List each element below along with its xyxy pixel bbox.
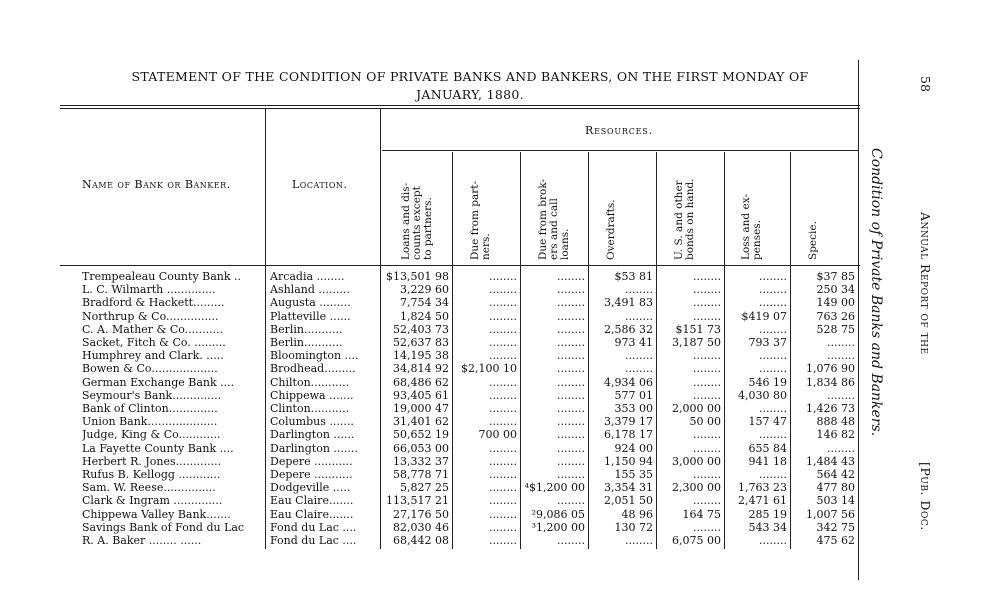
resource-value: 353 00 (614, 402, 653, 415)
resource-value: 577 01 (614, 388, 653, 402)
bank-name: L. C. Wilmarth .............. (82, 283, 216, 297)
resource-value: 3,187 50 (672, 336, 721, 349)
resource-value: ........ (557, 441, 585, 455)
resource-value: 973 41 (614, 336, 653, 349)
bank-name: Clark & Ingram .............. (82, 494, 223, 508)
resource-value: ........ (625, 349, 653, 363)
bank-location: Ashland ......... (270, 283, 350, 297)
table-row (82, 481, 858, 494)
table-row (82, 508, 858, 521)
resource-value: 1,426 73 (806, 402, 855, 415)
table-row (82, 323, 858, 336)
resource-value: ........ (827, 349, 855, 363)
resource-value: 546 19 (748, 375, 787, 389)
resource-value: ........ (489, 468, 517, 481)
column-header: Overdrafts. (605, 199, 617, 260)
resource-value: ........ (489, 336, 517, 349)
resource-value: ........ (759, 322, 787, 336)
table-row (82, 455, 858, 468)
resource-value: ........ (759, 362, 787, 376)
resource-value: 1,150 94 (604, 454, 653, 468)
resource-value: 157 47 (748, 415, 787, 429)
resource-value: ........ (759, 428, 787, 442)
resource-value: 2,000 00 (672, 402, 721, 415)
resource-value: 164 75 (682, 507, 721, 521)
resource-value: 13,332 37 (393, 454, 449, 468)
resource-value: 5,827 25 (400, 481, 449, 495)
resource-value: 3,379 17 (604, 415, 653, 429)
resource-value: ........ (557, 270, 585, 283)
resource-value: ........ (557, 322, 585, 336)
resource-value: ........ (489, 283, 517, 297)
bank-name: Judge, King & Co............ (82, 428, 221, 442)
resource-value: 52,637 83 (393, 336, 449, 349)
resource-value: $419 07 (741, 309, 787, 323)
bank-name: La Fayette County Bank .... (82, 441, 234, 455)
bank-location: Clinton........... (270, 402, 350, 415)
resource-value: ........ (759, 283, 787, 297)
top-rule-2 (60, 108, 860, 109)
statement-title-date: JANUARY, 1880. (416, 87, 524, 102)
table-row (82, 376, 858, 389)
resource-value: ........ (625, 534, 653, 547)
resource-value: ........ (625, 362, 653, 376)
resource-value: ........ (759, 402, 787, 415)
resource-value: 2,471 61 (738, 494, 787, 508)
resource-value: ........ (557, 494, 585, 508)
resource-value: ........ (489, 309, 517, 323)
bank-name: Bank of Clinton.............. (82, 402, 218, 415)
resource-value: ........ (489, 270, 517, 283)
resource-value: 14,195 38 (393, 349, 449, 363)
resource-value: ........ (759, 270, 787, 283)
resource-value: ........ (489, 322, 517, 336)
resource-value: ........ (827, 441, 855, 455)
resource-value: 3,354 31 (604, 481, 653, 495)
resource-value: 924 00 (614, 441, 653, 455)
resource-value: $53 81 (614, 270, 653, 283)
bank-location: Fond du Lac .... (270, 520, 357, 534)
resource-value: $2,100 10 (461, 362, 517, 376)
bank-location: Eau Claire....... (270, 494, 354, 508)
resource-value: ²9,086 05 (531, 507, 585, 521)
bank-name: Humphrey and Clark. ..... (82, 349, 224, 363)
resource-value: ........ (489, 441, 517, 455)
resource-value: 793 37 (748, 336, 787, 349)
bank-name: Sam. W. Reese............... (82, 481, 216, 495)
resource-value: ........ (557, 468, 585, 481)
statement-title: STATEMENT OF THE CONDITION OF PRIVATE BANKS AND BANKERS, ON THE FIRST MONDAY OF (131, 69, 809, 84)
table-row (82, 521, 858, 534)
header-name-of-bank: Name of Bank or Banker. (82, 178, 231, 191)
bank-name: R. A. Baker ........ ...... (82, 534, 202, 547)
resource-value: 146 82 (816, 428, 855, 442)
running-head (868, 148, 884, 436)
resource-value: 155 35 (614, 468, 653, 481)
bank-name: Seymour's Bank.............. (82, 388, 222, 402)
resource-value: ........ (557, 388, 585, 402)
resource-value: 34,814 92 (393, 362, 449, 376)
resource-value: ........ (827, 388, 855, 402)
resource-value: 1,763 23 (738, 481, 787, 495)
resource-value: 1,834 86 (806, 375, 855, 389)
resource-value: ........ (557, 402, 585, 415)
right-border (858, 60, 859, 580)
resource-value: 93,405 61 (393, 388, 449, 402)
resource-value: 2,586 32 (604, 322, 653, 336)
resource-value: 1,824 50 (400, 309, 449, 323)
resource-value: ........ (489, 349, 517, 363)
resource-value: ........ (489, 494, 517, 508)
resource-value: 475 62 (816, 534, 855, 547)
resource-value: ........ (489, 402, 517, 415)
bank-location: Berlin........... (270, 322, 343, 336)
bank-name: Chippewa Valley Bank....... (82, 507, 231, 521)
resource-value: ........ (625, 283, 653, 297)
table-row (82, 402, 858, 415)
table-row (82, 428, 858, 441)
resource-value: 66,053 00 (393, 441, 449, 455)
resource-value: ........ (759, 534, 787, 547)
resource-value: 342 75 (816, 520, 855, 534)
header-location: Location. (292, 178, 348, 191)
resource-value: 763 26 (816, 309, 855, 323)
resource-value: ........ (693, 349, 721, 363)
header-bottom-rule (60, 265, 860, 266)
resource-value: ........ (489, 454, 517, 468)
resource-value: 1,076 90 (806, 362, 855, 376)
bank-location: Eau Claire....... (270, 507, 354, 521)
resource-value: ⁴$1,200 00 (524, 481, 585, 495)
bank-name: Bowen & Co................... (82, 362, 218, 376)
resource-value: ........ (557, 296, 585, 310)
doc-ref: [Pub. Doc. (918, 462, 933, 531)
table-row (82, 389, 858, 402)
column-header: Due from part- ners. (469, 180, 492, 260)
resource-value: 941 18 (748, 454, 787, 468)
table-row (82, 494, 858, 507)
table-row (82, 296, 858, 309)
resource-value: 3,229 60 (400, 283, 449, 297)
resource-value: 50 00 (689, 415, 721, 429)
top-rule (60, 105, 860, 106)
resource-value: 6,075 00 (672, 534, 721, 547)
table-row (82, 468, 858, 481)
resource-value: 4,934 06 (604, 375, 653, 389)
table-row (82, 283, 858, 296)
table-row (82, 362, 858, 375)
resource-value: 113,517 21 (386, 494, 449, 508)
resource-value: 1,484 43 (806, 454, 855, 468)
resource-value: ........ (759, 349, 787, 363)
resource-value: ........ (827, 336, 855, 349)
bank-location: Darlington ....... (270, 441, 358, 455)
bank-name: Herbert R. Jones............. (82, 454, 222, 468)
resource-value: 130 72 (614, 520, 653, 534)
resource-value: ........ (759, 468, 787, 481)
resource-value: ³1,200 00 (531, 520, 585, 534)
bank-name: Bradford & Hackett......... (82, 296, 225, 310)
resource-value: ........ (693, 375, 721, 389)
table-row (82, 349, 858, 362)
resource-value: 7,754 34 (400, 296, 449, 310)
resource-value: ........ (557, 349, 585, 363)
bank-name: Sacket, Fitch & Co. ......... (82, 336, 226, 349)
page-number: 58 (918, 76, 933, 92)
bank-location: Arcadia ........ (270, 270, 345, 283)
table-row (82, 415, 858, 428)
resources-rule (382, 150, 858, 151)
resource-value: $37 85 (816, 270, 855, 283)
resource-value: 477 80 (816, 481, 855, 495)
bank-name: Savings Bank of Fond du Lac (82, 520, 245, 534)
resource-value: 543 34 (748, 520, 787, 534)
resource-value: ........ (693, 520, 721, 534)
resource-value: ........ (693, 388, 721, 402)
resource-value: ........ (759, 296, 787, 310)
column-header: Loss and ex- penses. (740, 194, 763, 260)
resource-value: 3,000 00 (672, 454, 721, 468)
resource-value: ........ (693, 441, 721, 455)
resource-value: ........ (693, 362, 721, 376)
resource-value: 564 42 (816, 468, 855, 481)
column-header: Due from brok- ers and call loans. (537, 178, 571, 260)
bank-location: Columbus ....... (270, 415, 354, 429)
bank-location: Bloomington .... (270, 349, 359, 363)
bank-location: Chilton........... (270, 375, 350, 389)
resource-value: ........ (625, 309, 653, 323)
bank-location: Chippewa ....... (270, 388, 354, 402)
bank-location: Depere ........... (270, 468, 353, 481)
resource-value: 2,300 00 (672, 481, 721, 495)
resource-value: 149 00 (816, 296, 855, 310)
table-row (82, 336, 858, 349)
resource-value: 68,442 08 (393, 534, 449, 547)
resource-value: ........ (693, 270, 721, 283)
bank-name: C. A. Mather & Co........... (82, 322, 224, 336)
resource-value: 58,778 71 (393, 468, 449, 481)
bank-location: Berlin........... (270, 336, 343, 349)
resource-value: ........ (557, 362, 585, 376)
resource-value: 888 48 (816, 415, 855, 429)
bank-location: Darlington ...... (270, 428, 355, 442)
bank-location: Augusta ......... (270, 296, 351, 310)
bank-location: Platteville ...... (270, 309, 351, 323)
table-row (82, 270, 858, 283)
resource-value: ........ (693, 283, 721, 297)
column-header: Loans and dis- counts except to partners. (400, 182, 434, 260)
bank-name: Trempealeau County Bank .. (82, 270, 242, 283)
resource-value: ........ (489, 415, 517, 429)
header-resources: Resources. (585, 124, 653, 137)
resource-value: 27,176 50 (393, 507, 449, 521)
resource-value: ........ (693, 296, 721, 310)
bank-location: Brodhead......... (270, 362, 356, 376)
resource-value: 655 84 (748, 441, 787, 455)
resource-value: ........ (557, 336, 585, 349)
bank-location: Fond du Lac .... (270, 534, 357, 547)
resource-value: ........ (557, 428, 585, 442)
resource-value: $151 73 (675, 322, 721, 336)
table-row (82, 310, 858, 323)
resource-value: ........ (489, 520, 517, 534)
resource-value: 6,178 17 (604, 428, 653, 442)
resource-value: ........ (489, 534, 517, 547)
resource-value: ........ (489, 296, 517, 310)
column-header: U. S. and other bonds on hand. (673, 178, 696, 260)
bank-location: Depere ........... (270, 454, 353, 468)
resource-value: ........ (557, 454, 585, 468)
running-head-text: Condition of Private Banks and Bankers. (868, 148, 884, 437)
resource-value: 48 96 (621, 507, 653, 521)
resource-value: ........ (557, 375, 585, 389)
bank-name: Rufus B. Kellogg ............ (82, 468, 221, 481)
resource-value: 19,000 47 (393, 402, 449, 415)
resource-value: 2,051 50 (604, 494, 653, 508)
resource-value: 700 00 (478, 428, 517, 442)
bank-location: Dodgeville ..... (270, 481, 351, 495)
resource-value: ........ (489, 507, 517, 521)
resource-value: 68,486 62 (393, 375, 449, 389)
resource-value: 503 14 (816, 494, 855, 508)
resource-value: 250 34 (816, 283, 855, 297)
bank-name: German Exchange Bank .... (82, 375, 235, 389)
resource-value: 31,401 62 (393, 415, 449, 429)
table-row (82, 534, 858, 547)
report-title: Annual Report of the (918, 212, 933, 355)
resource-value: ........ (693, 428, 721, 442)
bank-name: Union Bank.................... (82, 415, 218, 429)
resource-value: 4,030 80 (738, 388, 787, 402)
column-header: Specie. (807, 221, 819, 260)
resource-value: ........ (489, 388, 517, 402)
resource-value: ........ (557, 283, 585, 297)
resource-value: 528 75 (816, 322, 855, 336)
resource-value: ........ (489, 375, 517, 389)
resource-value: ........ (557, 415, 585, 429)
resource-value: ........ (557, 309, 585, 323)
resource-value: ........ (693, 468, 721, 481)
resource-value: 3,491 83 (604, 296, 653, 310)
resource-value: 1,007 56 (806, 507, 855, 521)
resource-value: 82,030 46 (393, 520, 449, 534)
bank-name: Northrup & Co............... (82, 309, 219, 323)
resource-value: ........ (489, 481, 517, 495)
table-row (82, 442, 858, 455)
resource-value: ........ (557, 534, 585, 547)
resource-value: 285 19 (748, 507, 787, 521)
resource-value: ........ (693, 494, 721, 508)
resource-value: $13,501 98 (386, 270, 449, 283)
resource-value: 52,403 73 (393, 322, 449, 336)
resource-value: ........ (693, 309, 721, 323)
resource-value: 50,652 19 (393, 428, 449, 442)
